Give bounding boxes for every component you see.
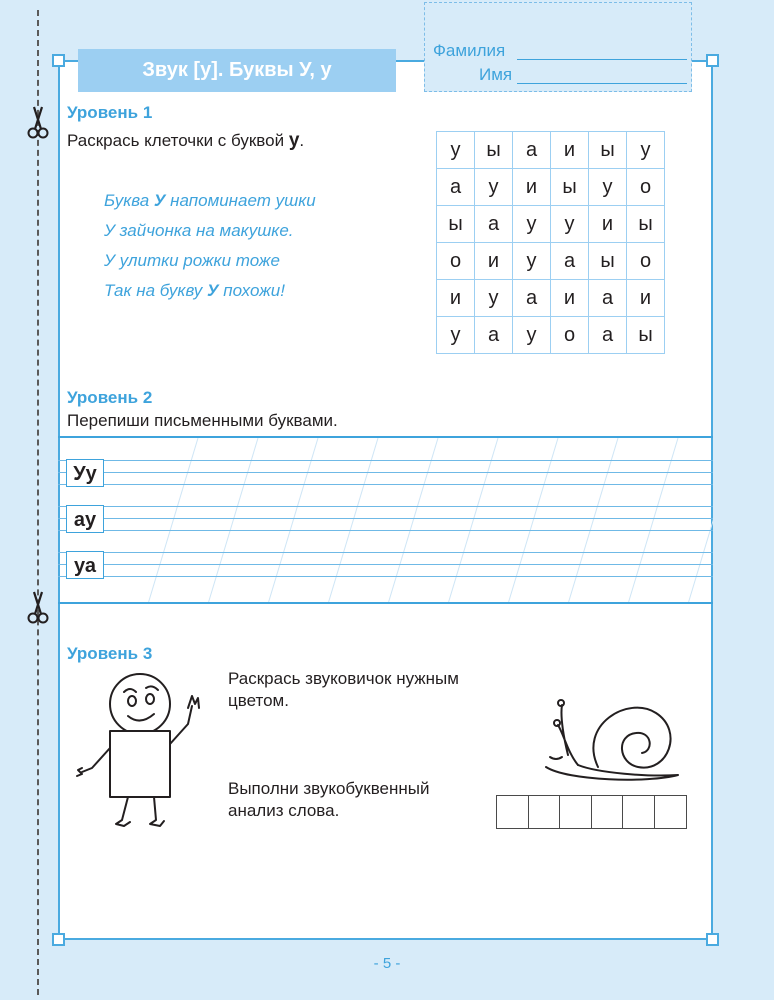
grid-cell[interactable]: у <box>437 317 475 354</box>
poem-line: Так на букву У похожи! <box>104 281 285 300</box>
grid-cell[interactable]: и <box>475 243 513 280</box>
grid-cell[interactable]: и <box>513 169 551 206</box>
corner-marker <box>52 54 65 67</box>
grid-cell[interactable]: а <box>589 317 627 354</box>
level3-task2: Выполни звукобуквенный анализ слова. <box>228 779 430 820</box>
slant-lines <box>58 438 713 604</box>
poem-line: У зайчонка на макушке. <box>104 221 294 240</box>
grid-cell[interactable]: а <box>437 169 475 206</box>
grid-cell[interactable]: о <box>437 243 475 280</box>
grid-row <box>437 206 665 243</box>
grid-cell[interactable]: а <box>513 132 551 169</box>
analysis-cell[interactable] <box>622 795 655 829</box>
scissors-icon <box>27 105 49 141</box>
grid-cell[interactable]: у <box>475 280 513 317</box>
cut-line <box>37 10 39 995</box>
task-punct: . <box>299 131 305 150</box>
grid-cell[interactable]: у <box>513 317 551 354</box>
sample-letters: ау <box>66 505 104 533</box>
name-box <box>424 2 692 92</box>
grid-cell[interactable]: и <box>551 132 589 169</box>
grid-cell[interactable]: о <box>551 317 589 354</box>
scissors-icon <box>27 590 49 626</box>
level2-heading: Уровень 2 <box>67 388 153 407</box>
grid-row <box>437 169 665 206</box>
poem <box>104 186 316 306</box>
grid-cell[interactable]: и <box>551 280 589 317</box>
surname-field[interactable] <box>517 59 687 60</box>
level2-task: Перепиши письменными буквами. <box>67 411 338 430</box>
name-field[interactable] <box>517 83 687 84</box>
analysis-cell[interactable] <box>591 795 624 829</box>
poem-line: У улитки рожки тоже <box>104 251 280 270</box>
grid-cell[interactable]: а <box>551 243 589 280</box>
letter-grid <box>436 131 665 354</box>
grid-cell[interactable]: у <box>513 243 551 280</box>
grid-cell[interactable]: у <box>627 132 665 169</box>
grid-cell[interactable]: у <box>475 169 513 206</box>
grid-cell[interactable]: а <box>475 206 513 243</box>
corner-marker <box>706 933 719 946</box>
grid-cell[interactable]: ы <box>589 243 627 280</box>
page-title: Звук [у]. Буквы У, у <box>78 49 396 92</box>
grid-cell[interactable]: а <box>475 317 513 354</box>
grid-cell[interactable]: у <box>589 169 627 206</box>
grid-cell[interactable]: ы <box>627 206 665 243</box>
grid-cell[interactable]: у <box>513 206 551 243</box>
analysis-cell[interactable] <box>496 795 529 829</box>
grid-cell[interactable]: и <box>589 206 627 243</box>
level1-heading: Уровень 1 <box>67 103 153 122</box>
task-text: Раскрась клеточки с буквой <box>67 131 289 150</box>
level3-task1: Раскрась звуковичок нужным цветом. <box>228 669 459 710</box>
grid-row <box>437 280 665 317</box>
level3-heading: Уровень 3 <box>67 644 153 663</box>
corner-marker <box>52 933 65 946</box>
sound-analysis-cells[interactable] <box>496 795 685 829</box>
grid-row <box>437 243 665 280</box>
grid-cell[interactable]: ы <box>627 317 665 354</box>
sound-character-illustration <box>70 668 215 833</box>
name-label: Имя <box>479 65 513 84</box>
poem-line: Буква У напоминает ушки <box>104 191 316 210</box>
grid-cell[interactable]: ы <box>589 132 627 169</box>
level1-task <box>67 130 304 152</box>
grid-cell[interactable]: о <box>627 243 665 280</box>
grid-cell[interactable]: и <box>627 280 665 317</box>
grid-cell[interactable]: ы <box>551 169 589 206</box>
sample-letters: уа <box>66 551 104 579</box>
surname-label: Фамилия <box>433 41 506 60</box>
analysis-cell[interactable] <box>528 795 561 829</box>
grid-cell[interactable]: ы <box>437 206 475 243</box>
handwriting-lines[interactable] <box>58 436 713 604</box>
grid-cell[interactable]: у <box>551 206 589 243</box>
grid-cell[interactable]: ы <box>475 132 513 169</box>
grid-row <box>437 317 665 354</box>
sample-letters: Уу <box>66 459 104 487</box>
corner-marker <box>706 54 719 67</box>
grid-row <box>437 132 665 169</box>
snail-illustration <box>538 695 688 785</box>
page-number: - 5 - <box>373 955 401 972</box>
grid-cell[interactable]: о <box>627 169 665 206</box>
grid-cell[interactable]: и <box>437 280 475 317</box>
grid-cell[interactable]: а <box>589 280 627 317</box>
grid-cell[interactable]: а <box>513 280 551 317</box>
grid-cell[interactable]: у <box>437 132 475 169</box>
task-letter: у <box>288 130 300 151</box>
analysis-cell[interactable] <box>559 795 592 829</box>
analysis-cell[interactable] <box>654 795 687 829</box>
